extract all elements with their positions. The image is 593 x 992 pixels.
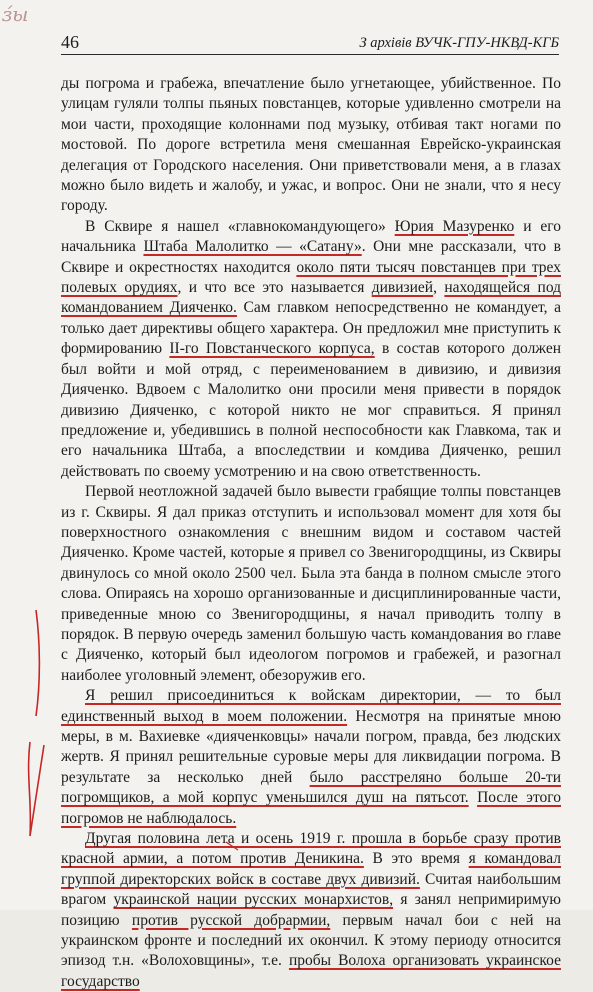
underlined-passage: было расстреляно больше 20-ти погромщиков, а мой корпус уменьшился душ на пятьсот. (61, 768, 561, 807)
margin-stroke-upper (36, 610, 39, 716)
text-run: Считая наибольшим врагом (61, 870, 561, 909)
text-run: В это время (363, 850, 469, 868)
text-run: и его начальника (61, 217, 562, 256)
underlined-passage: дивизией (371, 279, 434, 297)
underlined-passage: Другая половина лета и осень 1919 г. прошла в борьбе сразу против красной армии, а потом против Деникина. (61, 830, 561, 868)
page-header (61, 32, 559, 55)
text-run: первым начал бои с ней на украинском фронте и последний их окончил. К этому периоду относится эпизод т.н. «Волоховщины», т.е. (61, 911, 561, 970)
underlined-passage: я командовал группой директорских войск в составе двух дивизий. (61, 850, 562, 888)
text-run: в состав которого должен был войти и мой отряд, с переименованием в дивизию, и дивизия Дияченко. Вдвоем с Малолитко они просили меня привести в порядок дивизию Дияченко, с которой никто не мог справиться. Я принял предложение и, убедившись в полной неспособности как Главкома, так и его начальника Штаба, а впоследствии и комдива Дияченко, решил действовать по своему усмотрению и на свою ответственность. (61, 340, 561, 480)
underlined-passage: около пяти тысяч повстанцев при трех полевых орудиях (61, 258, 561, 297)
running-head: З архівів ВУЧК-ГПУ-НКВД-КГБ (359, 35, 559, 51)
text-run: , (433, 279, 445, 297)
text-run: , и что все это называется (177, 279, 372, 297)
underlined-passage: Я решил присоединиться к войскам директории, — то был единственный выход в моем положении. (61, 687, 561, 725)
margin-stroke-lower (29, 742, 44, 836)
underlined-passage: находящейся под командованием Дияченко. (61, 279, 562, 317)
text-run: Несмотря на принятые мною меры, в м. Вахиевке «дияченковцы» начали погром, правда, без людских жертв. Я принял решительные суровые меры для ликвидации погрома. В результате за несколько дней (61, 707, 561, 786)
text-run: Сам главком непосредственно не командует, а только дает директивы общего характера. Он предложил мне приступить к формированию (61, 299, 561, 358)
underlined-passage: После этого погромов не наблюдалось. (61, 789, 561, 827)
body-text (61, 74, 561, 992)
underlined-passage: украинской нации русских монархистов, (113, 891, 394, 909)
underlined-passage: против русской добрармии, (131, 911, 331, 929)
underlined-passage: Юрия Мазуренко (394, 217, 515, 235)
text-run: я занял непримиримую позицию (61, 891, 562, 929)
paragraph-4 (61, 686, 561, 829)
text-run: В Сквире я нашел «главнокомандующего» (85, 217, 395, 235)
underlined-passage: II-го Повстанческого корпуса, (169, 340, 375, 358)
page-number: 46 (61, 32, 79, 52)
underlined-passage: Штаба Малолитко — «Сатану» (143, 238, 362, 256)
paragraph-5 (61, 829, 561, 992)
text-run (469, 789, 477, 806)
margin-scribble: ɜ́ы (2, 2, 29, 26)
underlined-passage: пробы Волоха организовать украинское государство (61, 952, 561, 990)
paragraph-2 (61, 217, 561, 482)
text-run: . Они мне рассказали, что в Сквире и окрестностях находится (61, 238, 561, 276)
paragraph-1: ды погрома и грабежа, впечатление было угнетающее, убийственное. По улицам гуляли толпы пьяных повстанцев, которые удивленно смотрели на мои части, проходящие колоннами под музыку, отбивая такт ногами по мостовой. По дороге встретила меня смешанная Еврейско-украинская делегация от Городского населения. Они приветствовали меня, а в глазах можно было видеть и жалобу, и ужас, и вопрос. Они не знали, что я несу городу. (61, 75, 561, 215)
paragraph-3: Первой неотложной задачей было вывести грабящие толпы повстанцев из г. Сквиры. Я дал приказ отступить и использовал момент для хотя бы поверхностного ознакомления с внешним видом и составом частей Дияченко. Кроме частей, которые я привел со Звенигородщины, из Сквиры двинулось со мной около 2500 чел. Была эта банда в полном смысле этого слова. Опираясь на хорошо организованные и дисциплинированные части, приведенные мною со Звенигородщины, я начал приводить толпу в порядок. В первую очередь заменил большую часть командования во главе с Дияченко, который был идеологом погромов и грабежей, и разогнал наиболее уголовный элемент, обезоружив его. (61, 483, 561, 684)
